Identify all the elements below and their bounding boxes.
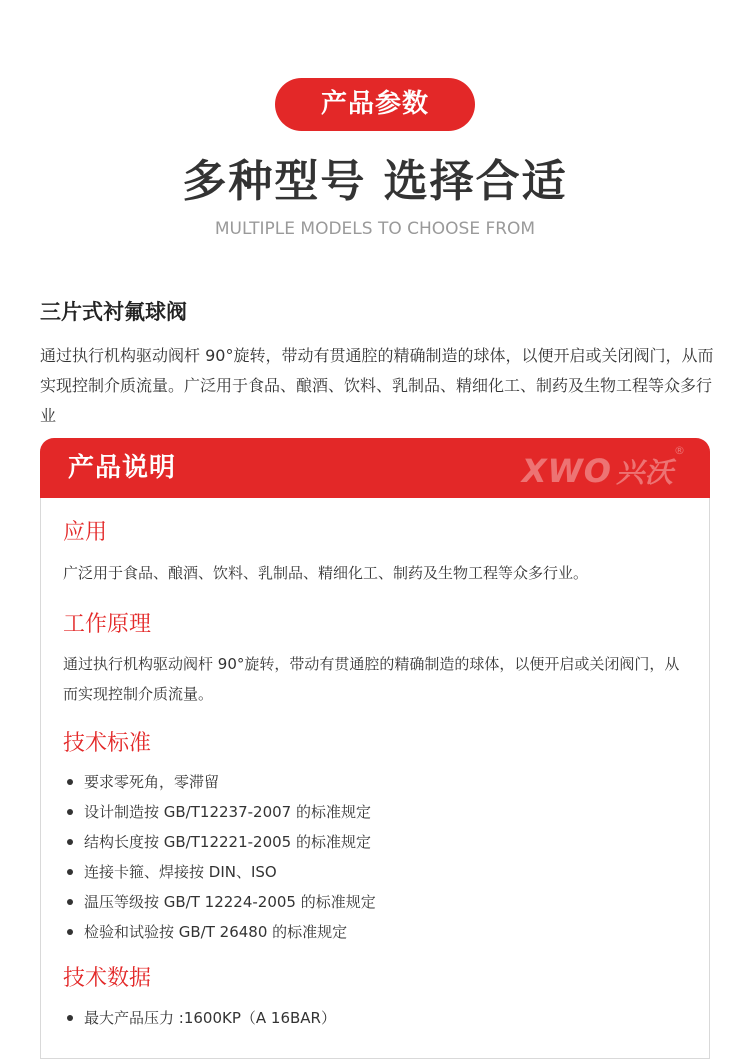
section-title-application: 应用	[63, 520, 108, 545]
section-pill-label: 产品参数	[320, 89, 429, 119]
brand-logo-cn: 兴沃	[615, 456, 674, 489]
bullet-dot	[67, 779, 73, 785]
section-text-principle: 通过执行机构驱动阀杆 90°旋转，带动有贯通腔的精确制造的球体，以便开启或关闭阀门，从而实现控制介质流量。	[63, 655, 680, 703]
list-item: 最大产品压力 :1600KP（A 16BAR）	[63, 1003, 336, 1033]
bullet-dot	[67, 899, 73, 905]
bullet-dot	[67, 809, 73, 815]
standards-list	[63, 767, 376, 947]
product-description: 通过执行机构驱动阀杆 90°旋转，带动有贯通腔的精确制造的球体，以便开启或关闭阀门，从而实现控制介质流量。广泛用于食品、酿酒、饮料、乳制品、精细化工、制药及生物工程等众多行业	[40, 346, 714, 425]
list-item: 设计制造按 GB/T12237-2007 的标准规定	[63, 797, 376, 827]
list-item: 连接卡箍、焊接按 DIN、ISO	[63, 857, 376, 887]
bullet-dot	[67, 929, 73, 935]
section-title-standards: 技术标准	[63, 731, 152, 756]
brand-logo-latin: XWO	[521, 452, 612, 490]
page-subtitle: MULTIPLE MODELS TO CHOOSE FROM	[214, 219, 536, 239]
data-list	[63, 1003, 336, 1033]
page-title: 多种型号 选择合适	[182, 156, 568, 207]
section-pill	[275, 78, 475, 131]
list-item: 结构长度按 GB/T12221-2005 的标准规定	[63, 827, 376, 857]
section-text-application: 广泛用于食品、酿酒、饮料、乳制品、精细化工、制药及生物工程等众多行业。	[63, 564, 589, 582]
list-item: 检验和试验按 GB/T 26480 的标准规定	[63, 917, 376, 947]
card-title: 产品说明	[68, 453, 177, 483]
product-info-card	[40, 438, 710, 1059]
bullet-dot	[67, 1015, 73, 1021]
bullet-dot	[67, 839, 73, 845]
list-item: 温压等级按 GB/T 12224-2005 的标准规定	[63, 887, 376, 917]
brand-logo	[521, 444, 686, 491]
section-title-principle: 工作原理	[63, 612, 152, 637]
product-name: 三片式衬氟球阀	[40, 300, 187, 324]
section-title-data: 技术数据	[63, 966, 152, 991]
registered-mark: ®	[674, 444, 686, 457]
list-item: 要求零死角，零滞留	[63, 767, 376, 797]
card-header	[40, 438, 710, 498]
bullet-dot	[67, 869, 73, 875]
